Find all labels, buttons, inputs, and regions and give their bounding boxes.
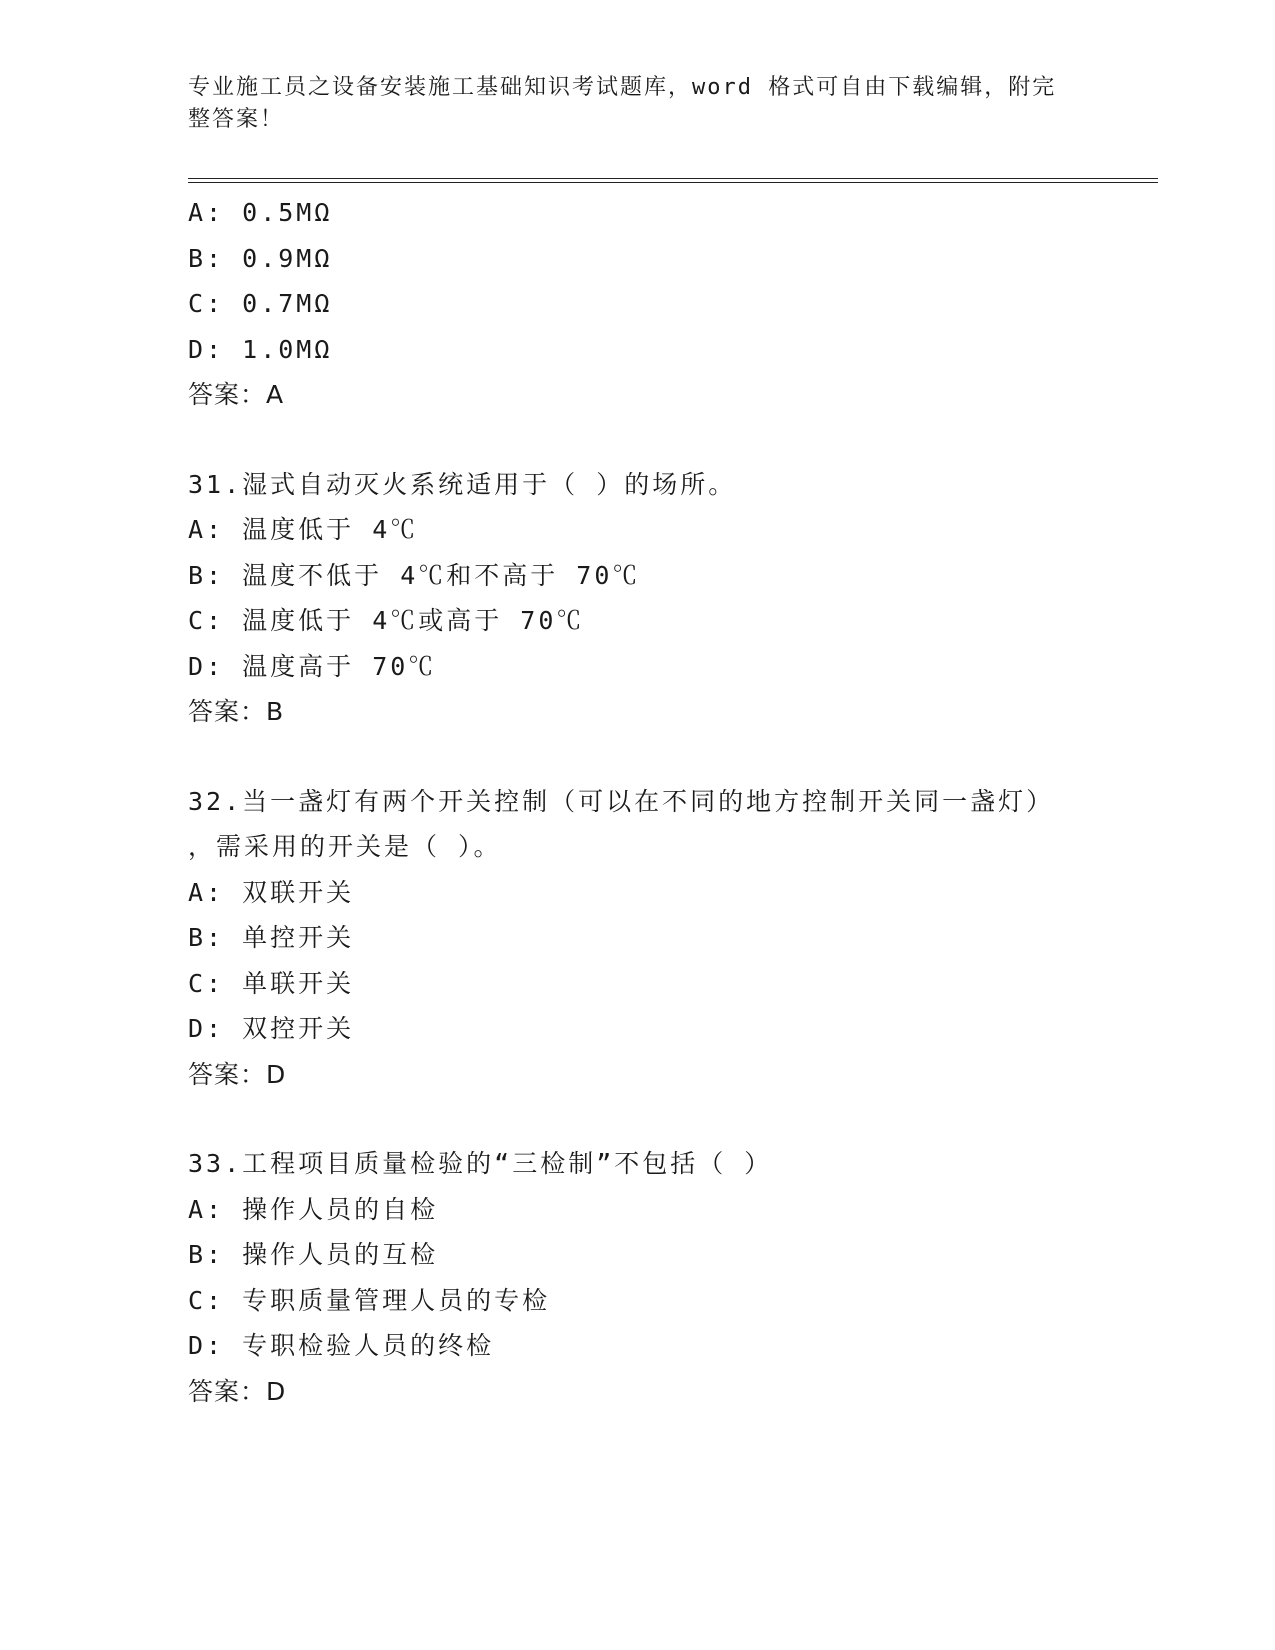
question-stem: 33.工程项目质量检验的“三检制”不包括（ ） xyxy=(188,1149,773,1178)
question-stem: 31.湿式自动灭火系统适用于（ ）的场所。 xyxy=(188,469,737,499)
answer-line: 答案：D xyxy=(188,1376,287,1406)
answer-line: 答案：A xyxy=(188,380,285,409)
question-31 xyxy=(188,462,1088,735)
option-c: C: 0.7MΩ xyxy=(188,289,333,318)
option-c: C: 单联开关 xyxy=(188,968,355,998)
option-b: B: 操作人员的互检 xyxy=(188,1240,439,1269)
spacer xyxy=(188,418,1088,462)
header-title-line-2: 整答案！ xyxy=(188,107,285,132)
question-stem: 32.当一盏灯有两个开关控制（可以在不同的地方控制开关同一盏灯） xyxy=(188,786,1055,816)
option-b: B: 温度不低于 4℃和不高于 70℃ xyxy=(188,560,641,590)
question-stem-continued: ，需采用的开关是（ ）。 xyxy=(188,832,502,861)
header-divider xyxy=(188,178,1158,183)
answer-line: 答案：D xyxy=(188,1059,287,1089)
question-32 xyxy=(188,779,1088,1098)
spacer xyxy=(188,1097,1088,1141)
option-b: B: 单控开关 xyxy=(188,923,355,952)
option-a: A: 双联开关 xyxy=(188,877,355,907)
spacer xyxy=(188,735,1088,779)
option-a: A: 操作人员的自检 xyxy=(188,1194,439,1224)
answer-line: 答案：B xyxy=(188,697,285,726)
option-d: D: 1.0MΩ xyxy=(188,334,333,364)
option-c: C: 专职质量管理人员的专检 xyxy=(188,1285,551,1315)
option-d: D: 双控开关 xyxy=(188,1014,355,1043)
header-title-line-1: 专业施工员之设备安装施工基础知识考试题库，word 格式可自由下载编辑，附完 xyxy=(188,75,1057,100)
option-a: A: 温度低于 4℃ xyxy=(188,515,419,544)
question-list xyxy=(188,190,1088,1414)
option-a: A: 0.5MΩ xyxy=(188,198,333,227)
option-d: D: 专职检验人员的终检 xyxy=(188,1331,495,1360)
question-30-continuation xyxy=(188,190,1088,418)
option-d: D: 温度高于 70℃ xyxy=(188,651,437,681)
question-33 xyxy=(188,1141,1088,1414)
option-b: B: 0.9MΩ xyxy=(188,243,333,273)
document-header xyxy=(188,72,1068,136)
option-c: C: 温度低于 4℃或高于 70℃ xyxy=(188,606,585,635)
